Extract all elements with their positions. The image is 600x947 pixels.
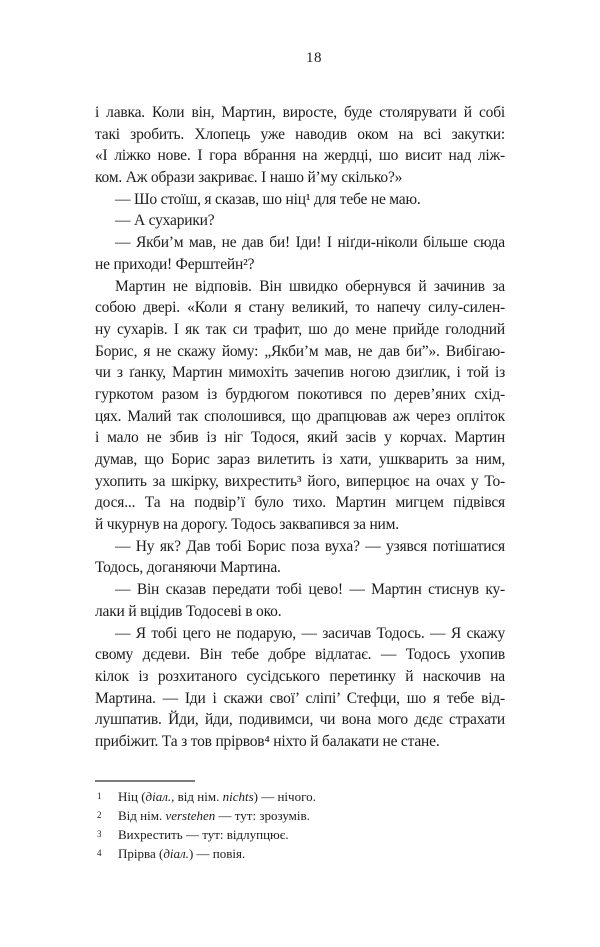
footnote bbox=[95, 806, 505, 825]
text-line: кілок із розхитаного сусідського перетинку й наскочив на bbox=[95, 667, 505, 685]
footnote-text: Ніц (діал., від нім. nichts) — нічого. bbox=[118, 789, 316, 804]
footnote-number: 3 bbox=[97, 829, 102, 839]
text-line: лушпатив. Йди, йди, подивимси, чи вона мого дєдє страхати bbox=[95, 711, 505, 729]
footnote-text: Прірва (діал.) — повія. bbox=[118, 846, 246, 861]
text-line: — Якби’м мав, не дав би! Іди! І ніґди-ніколи більше сюда bbox=[115, 234, 505, 252]
body-text bbox=[95, 102, 505, 753]
text-line: і мало не збив із ніг Тодося, який засів у корчах. Мартин bbox=[95, 429, 505, 447]
text-line: Мартин не відповів. Він швидко обернувся й зачинив за bbox=[115, 277, 505, 295]
footnote-number: 4 bbox=[97, 848, 102, 858]
text-line: свому дєдеви. Він тебе добре відлатає. — Тодось ухопив bbox=[95, 646, 505, 664]
footnote bbox=[95, 825, 505, 844]
text-line: — Шо стоїш, я сказав, шо ніц¹ для тебе не маю. bbox=[115, 190, 421, 208]
text-line: «І ліжко нове. І гора вбрання на жердці, шо висит над ліж- bbox=[95, 147, 505, 165]
text-line: собою двері. «Коли я стану великий, то напечу силу-силен- bbox=[95, 299, 505, 317]
footnote-number: 2 bbox=[97, 810, 102, 820]
text-line: і лавка. Коли він, Мартин, виросте, буде столярувати й собі bbox=[95, 104, 505, 121]
footnotes bbox=[95, 787, 505, 863]
footnote bbox=[95, 844, 505, 863]
text-line: цях. Малий так сполошився, що драпцював аж через опліток bbox=[95, 407, 505, 425]
footnote-text: Від нім. verstehen — тут: зрозумів. bbox=[118, 808, 310, 823]
text-line: ухопить за шкірку, вихрестить³ його, виперцює на очах у То- bbox=[95, 472, 505, 490]
footnote-number: 1 bbox=[97, 791, 102, 801]
text-line: — Він сказав передати тобі цево! — Мартин стиснув ку- bbox=[115, 581, 505, 599]
text-line: — Я тобі цего не подарую, — засичав Тодось. — Я скажу bbox=[115, 624, 505, 642]
text-line: ком. Аж образи закриває. І нашо й’му скілько?» bbox=[95, 169, 403, 187]
text-line: такі зробить. Хлопець уже наводив оком на всі закутки: bbox=[95, 125, 505, 143]
text-line: — Ну як? Дав тобі Борис поза вуха? — узявся потішатися bbox=[115, 537, 505, 555]
text-line: й чкурнув на дорогу. Тодось заквапився за ним. bbox=[95, 516, 399, 534]
text-line: дося... Та на подвір’ї було тихо. Мартин мигцем підвівся bbox=[95, 494, 505, 512]
text-line: — А сухарики? bbox=[115, 212, 215, 230]
text-line: прибіжит. Та з тов прірвов⁴ ніхто й балакати не стане. bbox=[95, 732, 440, 750]
text-line: не приходи! Ферштейн²? bbox=[95, 255, 255, 273]
footnote bbox=[95, 787, 505, 806]
text-line: лаки й вцідив Тодосеві в око. bbox=[95, 602, 282, 620]
text-line: гуркотом разом із бурдюгом покотився по дерев’яних схід- bbox=[95, 385, 505, 403]
footnote-separator bbox=[95, 780, 195, 782]
text-line: Мартина. — Іди і скажи свої’ сліпі’ Стефци, шо я тебе від- bbox=[95, 689, 505, 707]
page-number: 18 bbox=[306, 50, 322, 66]
text-line: ну сухарів. І як так си трафит, шо до мене прийде голодний bbox=[95, 320, 505, 338]
text-line: думав, що Борис зараз вилетить із хати, ушкварить за ним, bbox=[95, 451, 505, 468]
footnote-text: Вихрестить — тут: відлупцює. bbox=[118, 827, 289, 842]
text-line: чи з ґанку, Мартин мимохіть зачепив ногою дзиґлик, і той із bbox=[95, 364, 505, 382]
text-line: Тодось, доганяючи Мартина. bbox=[95, 559, 281, 577]
text-line: Борис, я не скажу йому: „Якби’м мав, не дав би”». Вибігаю- bbox=[95, 342, 505, 360]
